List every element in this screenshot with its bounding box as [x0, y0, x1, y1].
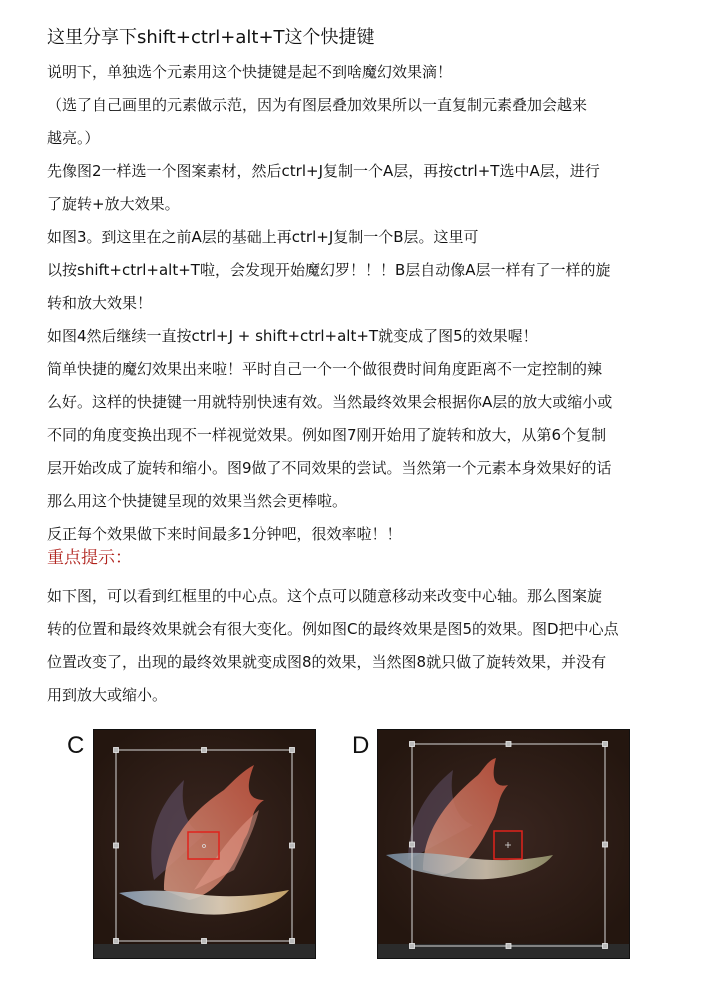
- text-line: 反正每个效果做下来时间最多1分钟吧，很效率啦！！: [47, 525, 402, 543]
- figure-label-d: D: [352, 732, 370, 759]
- text-line: 那么用这个快捷键呈现的效果当然会更棒啦。: [47, 492, 348, 510]
- text-line: 说明下，单独选个元素用这个快捷键是起不到啥魔幻效果滴！: [47, 63, 453, 81]
- paragraph-conclusion: [47, 518, 677, 551]
- page-title: 这里分享下shift+ctrl+alt+T这个快捷键: [47, 27, 375, 48]
- text-line: 位置改变了，出现的最终效果就变成图8的效果，当然图8就只做了旋转效果，并没有: [47, 653, 607, 671]
- figure-label-c: C: [67, 732, 85, 759]
- text-line: （选了自己画里的元素做示范，因为有图层叠加效果所以一直复制元素叠加会越来: [47, 96, 588, 114]
- text-line: 如图3。到这里在之前A层的基础上再ctrl+J复制一个B层。这里可: [47, 228, 479, 246]
- text-line: 么好。这样的快捷键一用就特别快速有效。当然最终效果会根据你A层的放大或缩小或: [47, 393, 613, 411]
- text-line: 不同的角度变换出现不一样视觉效果。例如图7刚开始用了旋转和放大，从第6个复制: [47, 426, 607, 444]
- paragraph-step-1: [47, 155, 677, 221]
- text-line: 了旋转+放大效果。: [47, 195, 180, 213]
- paragraph-summary: [47, 353, 677, 518]
- text-line: 用到放大或缩小。: [47, 686, 168, 704]
- key-tip-heading: 重点提示：: [47, 548, 132, 568]
- text-line: 层开始改成了旋转和缩小。图9做了不同效果的尝试。当然第一个元素本身效果好的话: [47, 459, 612, 477]
- text-line: 简单快捷的魔幻效果出来啦！平时自己一个一个做很费时间角度距离不一定控制的辣: [47, 360, 603, 378]
- text-line: 转和放大效果！: [47, 294, 153, 312]
- text-line: 越亮。）: [47, 129, 100, 147]
- paragraph-step-3: [47, 320, 677, 353]
- paragraph-step-2: [47, 221, 677, 320]
- figure-d-image: [377, 729, 630, 959]
- text-line: 转的位置和最终效果就会有很大变化。例如图C的最终效果是图5的效果。图D把中心点: [47, 620, 619, 638]
- figure-c-image: [93, 729, 316, 959]
- text-line: 如图4然后继续一直按ctrl+J + shift+ctrl+alt+T就变成了图5的效果喔！: [47, 327, 538, 345]
- text-line: 先像图2一样选一个图案素材，然后ctrl+J复制一个A层，再按ctrl+T选中A层，进行: [47, 162, 600, 180]
- text-line: 如下图，可以看到红框里的中心点。这个点可以随意移动来改变中心轴。那么图案旋: [47, 587, 603, 605]
- paragraph-intro: [47, 56, 677, 89]
- paragraph-note-example: [47, 89, 677, 155]
- text-line: 以按shift+ctrl+alt+T啦，会发现开始魔幻罗！！！B层自动像A层一样有了一样的旋: [47, 261, 611, 279]
- paragraph-tip: [47, 580, 677, 712]
- bird-wing-illustration: [94, 730, 316, 959]
- bird-wing-illustration: [378, 730, 630, 959]
